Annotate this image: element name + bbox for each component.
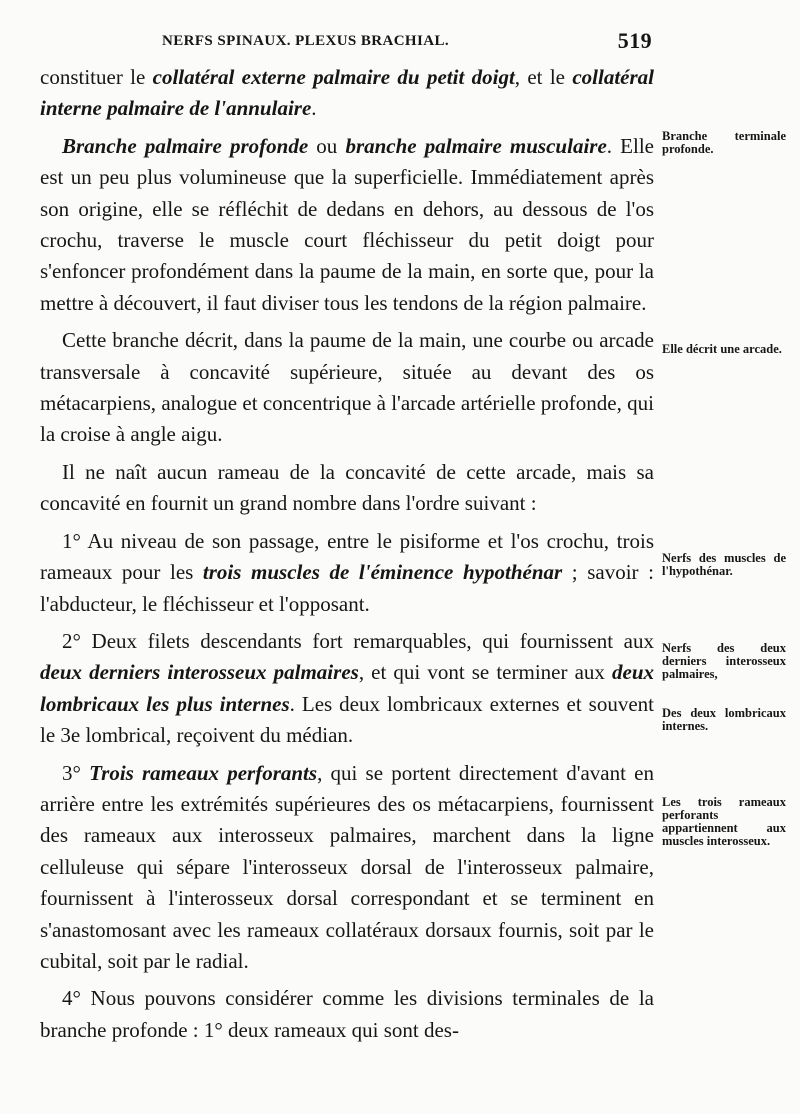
text-run: 4° Nous pouvons considérer comme les divisions terminales de la branche profonde : 1° deux rameaux qui sont des- — [40, 986, 654, 1042]
margin-note: Elle décrit une arcade. — [662, 342, 782, 356]
italic-term: collatéral interne palmaire de l'annulaire — [40, 65, 654, 121]
text-run: , et le — [514, 65, 573, 89]
text-run: , qui se portent directement d'avant en arrière entre les extrémités supérieures des os métacarpiens, fournissent des rameaux aux interosseux palmaires, marchent dans la ligne celluleuse qui sépare l'interosseux dorsal de l'interosseux palmaire, fournissent à l'interosseux dorsal correspondant et se terminent en s'anastomosant avec les rameaux collatéraux dorsaux fournis, soit par le cubital, soit par le radial. — [40, 760, 654, 973]
text-run: 1° Au niveau de son passage, entre le pisiforme et l'os crochu, trois rameaux pour les — [40, 528, 654, 585]
text-run: ou — [308, 133, 346, 158]
italic-term: Branche palmaire profonde — [62, 133, 309, 158]
text-run: . Elle est un peu plus volumineuse que la superficielle. Immédiatement après son origine, elle se réfléchit de dedans en dehors, au dessous de l'os crochu, traverse le muscle court fléchisseur du petit doigt pour s'enfoncer profondément dans la paume de la main, en sorte que, pour la mettre à découvert, il faut diviser tous les tendons de la région palmaire. — [40, 133, 654, 315]
paragraph — [40, 758, 654, 978]
margin-note: Branche terminale profonde. — [662, 129, 786, 156]
paragraph — [40, 62, 654, 125]
page-number: 519 — [617, 28, 652, 53]
italic-term: deux derniers interosseux palmaires — [40, 660, 359, 685]
paragraph — [40, 325, 654, 451]
paragraph — [40, 983, 654, 1046]
text-run: , et qui vont se terminer aux — [358, 660, 612, 685]
margin-note: Des deux lombricaux internes. — [662, 706, 786, 733]
margin-note: Les trois rameaux perforants appartiennent aux muscles interosseux. — [662, 795, 786, 848]
paragraph — [40, 131, 654, 319]
text-run: . — [311, 96, 317, 121]
italic-term: branche palmaire musculaire — [345, 133, 607, 158]
text-run: constituer le — [40, 65, 153, 89]
text-run: ; savoir : l'abducteur, le fléchisseur et l'opposant. — [40, 560, 654, 616]
paragraph — [40, 457, 654, 520]
italic-term: trois muscles de l'éminence hypothénar — [202, 560, 563, 585]
paragraph — [40, 626, 654, 752]
margin-note: Nerfs des muscles de l'hypothénar. — [662, 551, 786, 578]
text-run: Cette branche décrit, dans la paume de la main, une courbe ou arcade transversale à concavité supérieure, située au devant des os métacarpiens, analogue et concentrique à l'arcade artérielle profonde, qui la croise à angle aigu. — [40, 328, 654, 447]
paragraph — [40, 526, 654, 620]
text-run: 2° Deux filets descendants fort remarquables, qui fournissent aux — [62, 628, 654, 653]
text-run: . Les deux lombricaux externes et souvent le 3e lombrical, reçoivent du médian. — [40, 691, 654, 748]
text-run: Il ne naît aucun rameau de la concavité de cette arcade, mais sa concavité en fournit un grand nombre dans l'ordre suivant : — [40, 459, 654, 516]
italic-term: collatéral externe palmaire du petit doigt — [152, 65, 515, 89]
italic-term: Trois rameaux perforants — [89, 760, 318, 785]
running-head: NERFS SPINAUX. PLEXUS BRACHIAL. — [162, 33, 450, 49]
italic-term: deux lombricaux les plus internes — [40, 660, 654, 716]
margin-note: Nerfs des deux derniers interosseux palmaires, — [662, 641, 786, 681]
body-text — [40, 62, 654, 1052]
text-run: 3° — [62, 760, 90, 785]
